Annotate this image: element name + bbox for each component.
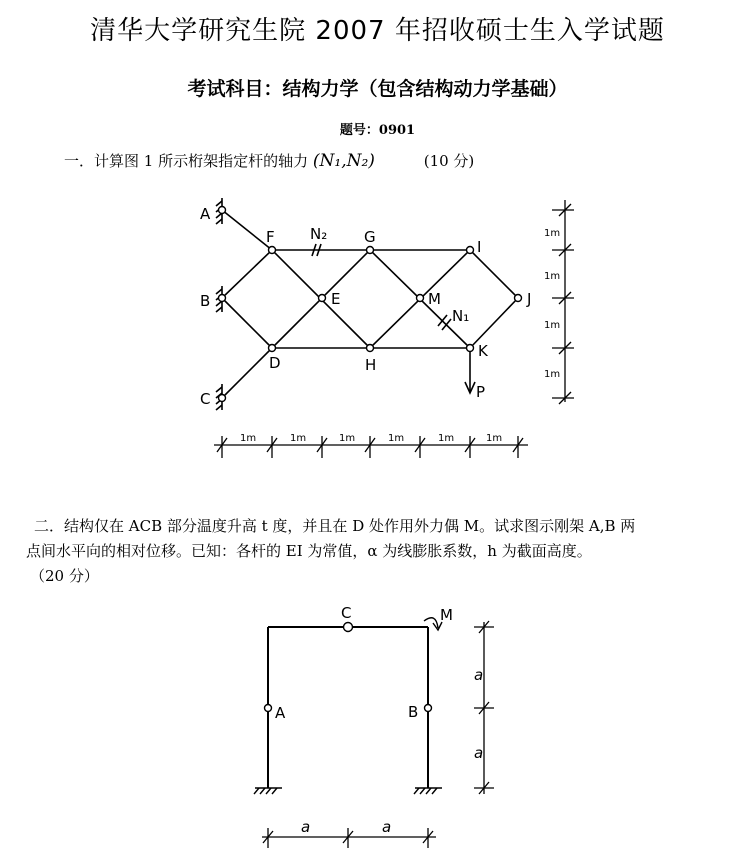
label-k: K xyxy=(478,342,488,360)
dim-h-3: 1m xyxy=(339,433,356,444)
dim-h-2: 1m xyxy=(290,433,307,444)
frame-dim-h-2: a xyxy=(382,818,392,836)
frame-label-a: A xyxy=(275,704,286,722)
label-i: I xyxy=(477,238,482,256)
question-2-text xyxy=(26,514,724,589)
dim-h-4: 1m xyxy=(388,433,405,444)
frame-label-b: B xyxy=(408,703,419,721)
dim-h-5: 1m xyxy=(438,433,455,444)
label-j: J xyxy=(527,290,532,308)
truss-horizontal-dimension xyxy=(214,436,528,458)
dim-v-3: 1m xyxy=(544,320,561,331)
label-a: A xyxy=(200,205,211,223)
label-p: P xyxy=(476,383,486,401)
label-n2: N₂ xyxy=(310,225,328,243)
dim-v-2: 1m xyxy=(544,271,561,282)
exam-subject: 考试科目：结构力学（包含结构动力学基础） xyxy=(187,78,568,100)
label-c: C xyxy=(200,390,211,408)
frame-dim-v-1: a xyxy=(474,666,484,684)
label-h: H xyxy=(365,356,377,374)
frame-dim-v-2: a xyxy=(474,744,484,762)
question-2-line-1: 二．结构仅在 ACB 部分温度升高 t 度，并且在 D 处作用外力偶 M。试求图示刚架 A,B 两 xyxy=(34,517,636,535)
question-1-score: (10 分) xyxy=(423,152,475,170)
question-2-score: （20 分） xyxy=(30,567,99,585)
frame-label-m: M xyxy=(440,606,453,624)
exam-code: 题号：0901 xyxy=(339,123,416,138)
frame-dim-h-1: a xyxy=(301,818,311,836)
label-m: M xyxy=(428,290,441,308)
question-2-line-2: 点间水平向的相对位移。已知：各杆的 EI 为常值，α 为线膨胀系数，h 为截面高度。 xyxy=(26,542,592,560)
dim-h-6: 1m xyxy=(486,433,503,444)
question-1-prompt: 一．计算图 1 所示桁架指定杆的轴力 xyxy=(64,152,309,170)
dim-v-1: 1m xyxy=(544,228,561,239)
label-g: G xyxy=(364,228,376,246)
dim-v-4: 1m xyxy=(544,369,561,380)
dim-h-1: 1m xyxy=(240,433,257,444)
load-p-arrow xyxy=(465,348,475,393)
label-e: E xyxy=(331,290,341,308)
question-1-formula: (N₁,N₂) xyxy=(312,151,375,171)
exam-title: 清华大学研究生院 2007 年招收硕士生入学试题 xyxy=(90,16,665,46)
label-f: F xyxy=(266,228,275,246)
label-b: B xyxy=(200,292,211,310)
frame-label-c: C xyxy=(341,604,352,622)
label-d: D xyxy=(269,354,281,372)
label-n1: N₁ xyxy=(452,307,470,325)
